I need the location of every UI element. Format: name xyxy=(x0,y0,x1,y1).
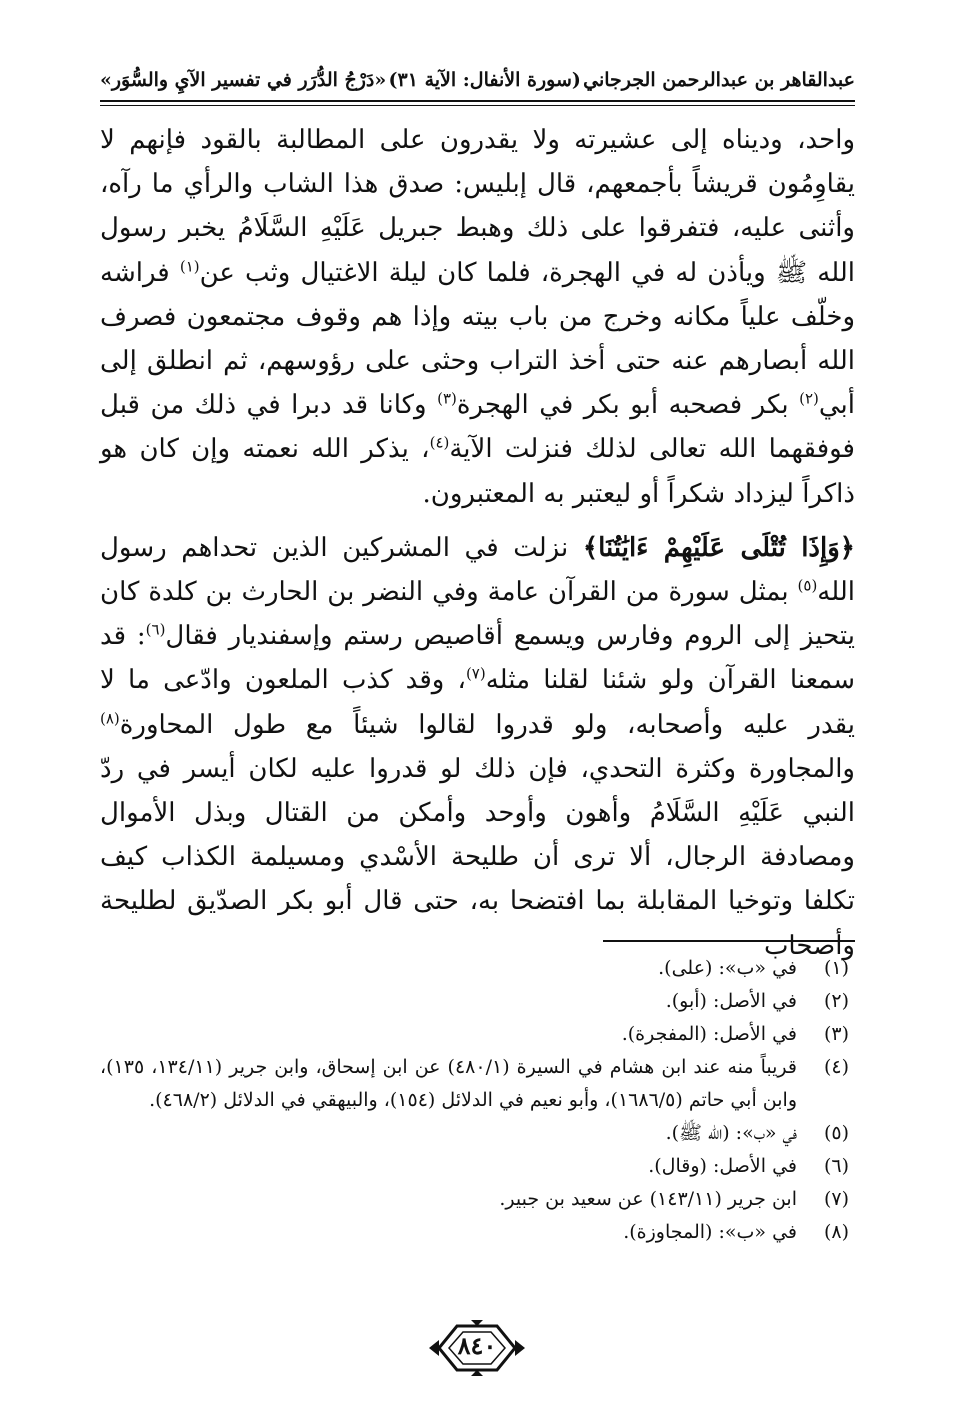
footnote-item xyxy=(100,952,855,985)
main-text xyxy=(100,118,855,968)
footnote-ref-4: (٤) xyxy=(429,433,450,452)
footnote-text: في الأصل: (وقال). xyxy=(648,1155,797,1177)
footnote-ref-7: (٧) xyxy=(465,664,486,683)
footnote-text: في الأصل: (المفجرة). xyxy=(621,1023,797,1045)
footnote-number: (٣) xyxy=(823,1023,849,1045)
footnote-text: في «ب»: (الله ﷺ). xyxy=(665,1122,797,1144)
running-header xyxy=(100,60,855,100)
footnote-number: (٦) xyxy=(823,1155,849,1177)
header-rule xyxy=(100,100,855,106)
footnote-number: (٥) xyxy=(823,1122,849,1144)
footnote-item xyxy=(100,1216,855,1249)
text-run: واحد، وديناه إلى عشيرته ولا يقدرون على المطالبة بالقود فإنهم لا يقاوِمُون قريشاً بأجمعهم، قال إبليس: صدق هذا الشاب والرأي ما رآه، وأثنى عليه، فتفرقوا على ذلك وهبط جبريل عَلَيْهِ السَّلَامُ يخبر رسول الله ﷺ ويأذن له في الهجرة، فلما كان ليلة الاغتيال وثب عن xyxy=(100,125,856,288)
header-author: عبدالقاهر بن عبدالرحمن الجرجاني xyxy=(583,69,855,91)
footnote-number: (١) xyxy=(823,957,849,979)
footnote-item xyxy=(100,985,855,1018)
text-run: بمثل سورة من القرآن عامة وفي النضر بن الحارث بن كلدة كان يتحيز إلى الروم وفارس ويسمع أقاصيص رستم وإسفنديار فقال xyxy=(100,577,855,652)
text-run: ، وقد كذب الملعون وادّعى ما لا يقدر عليه وأصحابه، ولو قدروا لقالوا شيئاً مع طول المحاورة xyxy=(100,665,855,740)
header-book-title: «دَرْجُ الدُّرَر في تفسير الآيِ والسُّوَر» xyxy=(100,69,387,91)
text-run: ، يذكر الله نعمته وإن كان هو ذاكراً ليزداد شكراً أو ليعتبر به المعتبرون. xyxy=(100,434,855,509)
page-number: ٨٤٠ xyxy=(457,1331,497,1360)
footnote-text: في «ب»: (على). xyxy=(658,957,797,979)
footnote-text: في «ب»: (المجاوزة). xyxy=(623,1221,797,1243)
paragraph-2 xyxy=(100,526,855,968)
header-verse: (سورة الأنفال: الآية ٣١) xyxy=(388,69,581,91)
paragraph-1 xyxy=(100,118,855,516)
text-run: بكر فصحبه أبو بكر في الهجرة xyxy=(456,390,800,421)
footnote-ref-3: (٣) xyxy=(437,389,457,408)
footnote-ref-2: (٢) xyxy=(799,389,819,408)
footnote-number: (٤) xyxy=(823,1056,849,1078)
footnote-ref-1: (١) xyxy=(179,256,200,275)
page-number-ornament xyxy=(427,1318,527,1378)
footnote-item xyxy=(100,1150,855,1183)
text-run: فراشه وخلّف علياً مكانه وخرج من باب بيته وإذا هم وقوف مجتمعون فصرف الله أبصارهم عنه حتى أخذ التراب وحثى على رؤوسهم، ثم انطلق إلى أبي xyxy=(100,257,855,421)
quran-verse: ﴿وَإِذَا تُتْلَى عَلَيْهِمْ ءَايَٰتُنَا﴾ xyxy=(582,532,856,563)
footnote-ref-8: (٨) xyxy=(100,708,120,727)
footnote-number: (٢) xyxy=(823,990,849,1012)
footnote-separator xyxy=(603,940,855,942)
footnote-ref-6: (٦) xyxy=(145,620,166,639)
text-run: والمجاورة وكثرة التحدي، فإن ذلك لو قدروا عليه لكان أيسر في ردّ النبي عَلَيْهِ السَّلَامُ وأهون وأوحد وأمكن من القتال وبذل الأموال ومصادفة الرجال، ألا ترى أن طليحة الأسْدي ومسيلمة الكذاب كيف تكلفا وتوخيا المقابلة بما افتضحا به، حتى قال أبو بكر الصدّيق لطليحة وأصحاب xyxy=(100,753,855,961)
footnote-number: (٧) xyxy=(823,1188,849,1210)
footnote-text: ابن جرير (١٤٣/١١) عن سعيد بن جبير. xyxy=(499,1188,797,1210)
text-run: وكانا قد دبرا في ذلك من قبل فوفقهما الله تعالى لذلك فنزلت الآية xyxy=(100,390,855,465)
footnote-text: في الأصل: (أبو). xyxy=(665,990,797,1012)
footnote-item xyxy=(100,1183,855,1216)
footnotes-list xyxy=(100,952,855,1249)
text-run: : قد سمعنا القرآن ولو شئنا لقلنا مثله xyxy=(100,621,855,696)
footnote-number: (٨) xyxy=(823,1221,849,1243)
footnote-item xyxy=(100,1051,855,1117)
text-run: نزلت في المشركين الذين تحداهم رسول الله xyxy=(100,532,855,608)
footnote-text: قريباً منه عند ابن هشام في السيرة (٤٨٠/١) عن ابن إسحاق، وابن جرير (١٣٤/١١، ١٣٥)، وابن أبي حاتم (١٦٨٦/٥)، وأبو نعيم في الدلائل (١٥٤)، والبيهقي في الدلائل (٤٦٨/٢). xyxy=(100,1056,797,1111)
footnote-ref-5: (٥) xyxy=(797,576,818,595)
footnote-item xyxy=(100,1018,855,1051)
footnote-item xyxy=(100,1117,855,1150)
